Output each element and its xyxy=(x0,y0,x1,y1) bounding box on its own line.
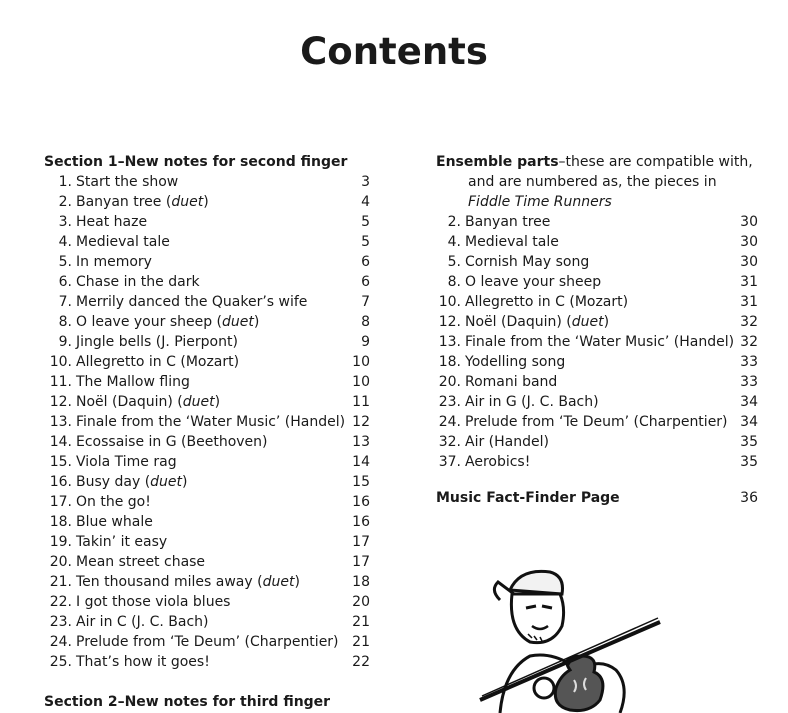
item-page: 31 xyxy=(740,274,758,290)
list-item[interactable] xyxy=(44,492,370,512)
item-title-duet: duet xyxy=(262,574,295,590)
item-title-text: Finale from the ‘Water Music’ (Handel) xyxy=(465,334,735,350)
item-number: 20. xyxy=(49,554,72,570)
item-page: 34 xyxy=(740,414,758,430)
section-1-list xyxy=(44,172,370,672)
ensemble-list xyxy=(436,212,758,472)
item-page: 7 xyxy=(361,294,370,310)
item-page: 4 xyxy=(361,194,370,210)
item-title-text: Romani band xyxy=(465,374,558,390)
item-page: 18 xyxy=(352,574,370,590)
item-title xyxy=(461,412,736,432)
item-title xyxy=(72,372,350,392)
item-title xyxy=(461,372,736,392)
item-title-text: Busy day ( xyxy=(76,474,151,490)
list-item[interactable] xyxy=(44,472,370,492)
list-item[interactable] xyxy=(44,332,370,352)
item-title-text: Chase in the dark xyxy=(76,274,200,290)
item-title-text: Mean street chase xyxy=(76,554,206,570)
item-page: 17 xyxy=(352,534,370,550)
item-title xyxy=(72,252,350,272)
list-item[interactable] xyxy=(436,232,758,252)
item-title xyxy=(72,332,350,352)
item-title xyxy=(72,512,350,532)
item-title-text: Allegretto in C (Mozart) xyxy=(465,294,629,310)
item-title-text: Medieval tale xyxy=(465,234,559,250)
item-number: 22. xyxy=(49,594,72,610)
item-number: 24. xyxy=(49,634,72,650)
item-page: 9 xyxy=(361,334,370,350)
item-number: 4. xyxy=(447,234,461,250)
item-number: 5. xyxy=(58,254,72,270)
item-title: Noël (Daquin) (duet) xyxy=(76,394,221,410)
item-title-text: O leave your sheep xyxy=(465,274,602,290)
list-item[interactable] xyxy=(436,412,758,432)
item-number: 8. xyxy=(58,314,72,330)
item-number: 20. xyxy=(438,374,461,390)
list-item[interactable] xyxy=(44,552,370,572)
item-title: Banyan tree (duet) xyxy=(76,194,209,210)
item-title-text: Banyan tree xyxy=(465,214,551,230)
item-page: 30 xyxy=(740,234,758,250)
item-number: 3. xyxy=(58,214,72,230)
item-number: 23. xyxy=(49,614,72,630)
item-page: 33 xyxy=(740,354,758,370)
item-page: 32 xyxy=(740,314,758,330)
ensemble-heading-rest: –these are compatible with, xyxy=(558,154,753,170)
item-title xyxy=(72,172,350,192)
fact-finder-page: 36 xyxy=(740,490,758,506)
section-1-column xyxy=(44,152,370,672)
ensemble-heading-bold: Ensemble parts xyxy=(436,154,559,170)
list-item[interactable] xyxy=(436,292,758,312)
item-number: 15. xyxy=(49,454,72,470)
item-number: 10. xyxy=(49,354,72,370)
item-page: 22 xyxy=(352,654,370,670)
list-item[interactable] xyxy=(44,232,370,252)
item-title xyxy=(461,352,736,372)
item-title-text: Cornish May song xyxy=(465,254,590,270)
item-title-text: Yodelling song xyxy=(465,354,566,370)
list-item[interactable] xyxy=(436,452,758,472)
item-title xyxy=(461,432,736,452)
item-title: Busy day (duet) xyxy=(76,474,188,490)
item-title xyxy=(72,592,350,612)
list-item[interactable] xyxy=(436,272,758,292)
ensemble-column xyxy=(436,152,758,508)
item-number: 21. xyxy=(49,574,72,590)
item-title xyxy=(72,212,350,232)
item-number: 4. xyxy=(58,234,72,250)
item-page: 16 xyxy=(352,514,370,530)
item-page: 6 xyxy=(361,274,370,290)
item-title xyxy=(72,412,350,432)
item-title-text: Ecossaise in G (Beethoven) xyxy=(76,434,268,450)
item-title xyxy=(72,632,350,652)
item-number: 9. xyxy=(58,334,72,350)
item-title xyxy=(461,232,736,252)
list-item[interactable] xyxy=(44,312,370,332)
item-page: 20 xyxy=(352,594,370,610)
list-item[interactable] xyxy=(44,632,370,652)
item-title xyxy=(72,272,350,292)
list-item[interactable] xyxy=(44,192,370,212)
item-number: 18. xyxy=(49,514,72,530)
item-title xyxy=(72,652,350,672)
item-number: 13. xyxy=(49,414,72,430)
item-title xyxy=(72,432,350,452)
item-number: 5. xyxy=(447,254,461,270)
item-title xyxy=(461,272,736,292)
item-page: 35 xyxy=(740,454,758,470)
ensemble-book-title: Fiddle Time Runners xyxy=(468,194,612,210)
item-number: 10. xyxy=(438,294,461,310)
item-page: 34 xyxy=(740,394,758,410)
list-item[interactable] xyxy=(44,432,370,452)
item-page: 3 xyxy=(361,174,370,190)
item-number: 2. xyxy=(58,194,72,210)
item-title: Noël (Daquin) (duet) xyxy=(465,314,610,330)
list-item[interactable] xyxy=(44,392,370,412)
item-page: 13 xyxy=(352,434,370,450)
fact-finder-label: Music Fact-Finder Page xyxy=(436,490,620,506)
item-title xyxy=(461,292,736,312)
item-number: 8. xyxy=(447,274,461,290)
list-item[interactable] xyxy=(44,252,370,272)
list-item[interactable] xyxy=(44,292,370,312)
list-item[interactable] xyxy=(44,452,370,472)
item-page: 6 xyxy=(361,254,370,270)
fact-finder-entry[interactable] xyxy=(436,488,758,508)
item-title-text: Banyan tree ( xyxy=(76,194,172,210)
list-item[interactable] xyxy=(44,352,370,372)
list-item[interactable] xyxy=(44,272,370,292)
item-page: 35 xyxy=(740,434,758,450)
item-title-text: Jingle bells (J. Pierpont) xyxy=(76,334,238,350)
list-item[interactable] xyxy=(44,372,370,392)
item-page: 5 xyxy=(361,234,370,250)
item-page: 30 xyxy=(740,254,758,270)
item-title xyxy=(461,332,736,352)
item-title-text: Finale from the ‘Water Music’ (Handel) xyxy=(76,414,346,430)
item-number: 7. xyxy=(58,294,72,310)
list-item[interactable] xyxy=(44,212,370,232)
item-page: 17 xyxy=(352,554,370,570)
item-title xyxy=(72,552,350,572)
item-title-duet: duet xyxy=(171,194,204,210)
item-page: 15 xyxy=(352,474,370,490)
item-title xyxy=(72,492,350,512)
item-page: 14 xyxy=(352,454,370,470)
item-title-text: On the go! xyxy=(76,494,151,510)
list-item[interactable] xyxy=(44,652,370,672)
item-title xyxy=(72,352,350,372)
item-title-text: Start the show xyxy=(76,174,179,190)
item-page: 12 xyxy=(352,414,370,430)
item-title: O leave your sheep (duet) xyxy=(76,314,260,330)
item-title-duet: duet xyxy=(222,314,254,330)
item-page: 21 xyxy=(352,614,370,630)
item-page: 11 xyxy=(352,394,370,410)
item-number: 16. xyxy=(49,474,72,490)
ensemble-heading xyxy=(436,152,758,172)
item-number: 17. xyxy=(49,494,72,510)
item-title xyxy=(72,232,350,252)
item-number: 24. xyxy=(438,414,461,430)
item-page: 30 xyxy=(740,214,758,230)
item-title-text: In memory xyxy=(76,254,152,270)
item-number: 37. xyxy=(438,454,461,470)
item-number: 2. xyxy=(447,214,461,230)
item-page: 33 xyxy=(740,374,758,390)
item-number: 1. xyxy=(58,174,72,190)
page-title: Contents xyxy=(300,30,488,73)
item-number: 13. xyxy=(438,334,461,350)
item-title-text: Blue whale xyxy=(76,514,153,530)
item-number: 25. xyxy=(49,654,72,670)
item-title-text: Takin’ it easy xyxy=(76,534,168,550)
list-item[interactable] xyxy=(436,392,758,412)
item-title-text: Viola Time rag xyxy=(76,454,177,470)
list-item[interactable] xyxy=(436,372,758,392)
item-title: Ten thousand miles away (duet) xyxy=(76,574,300,590)
list-item[interactable] xyxy=(436,352,758,372)
list-item[interactable] xyxy=(44,592,370,612)
item-title-text: Air in G (J. C. Bach) xyxy=(465,394,599,410)
item-page: 5 xyxy=(361,214,370,230)
violinist-illustration xyxy=(470,560,670,713)
item-title-text: Merrily danced the Quaker’s wife xyxy=(76,294,308,310)
item-title xyxy=(461,392,736,412)
item-title-text: Ten thousand miles away ( xyxy=(76,574,263,590)
list-item[interactable] xyxy=(436,332,758,352)
item-page: 31 xyxy=(740,294,758,310)
item-number: 12. xyxy=(49,394,72,410)
item-number: 19. xyxy=(49,534,72,550)
item-title xyxy=(72,452,350,472)
item-number: 18. xyxy=(438,354,461,370)
item-title-text: Allegretto in C (Mozart) xyxy=(76,354,240,370)
item-title-text: Medieval tale xyxy=(76,234,170,250)
item-title-text: Heat haze xyxy=(76,214,148,230)
item-title-text: O leave your sheep ( xyxy=(76,314,223,330)
list-item[interactable] xyxy=(44,412,370,432)
list-item[interactable] xyxy=(436,252,758,272)
list-item[interactable] xyxy=(44,532,370,552)
item-title-text: I got those viola blues xyxy=(76,594,231,610)
item-title-text: Air in C (J. C. Bach) xyxy=(76,614,209,630)
item-number: 14. xyxy=(49,434,72,450)
item-title xyxy=(461,212,736,232)
item-number: 23. xyxy=(438,394,461,410)
item-title xyxy=(461,252,736,272)
list-item[interactable] xyxy=(44,172,370,192)
list-item[interactable] xyxy=(44,572,370,592)
item-title-text: Air (Handel) xyxy=(465,434,549,450)
item-title-duet: duet xyxy=(571,314,604,330)
item-page: 21 xyxy=(352,634,370,650)
item-title-duet: duet xyxy=(150,474,183,490)
item-title-text: Noël (Daquin) ( xyxy=(76,394,183,410)
item-page: 32 xyxy=(740,334,758,350)
item-title-text: Prelude from ‘Te Deum’ (Charpentier) xyxy=(76,634,339,650)
item-title xyxy=(461,452,736,472)
list-item[interactable] xyxy=(436,212,758,232)
item-title-text: That’s how it goes! xyxy=(76,654,210,670)
item-page: 8 xyxy=(361,314,370,330)
item-page: 10 xyxy=(352,374,370,390)
list-item[interactable] xyxy=(436,432,758,452)
item-title xyxy=(72,292,350,312)
item-title xyxy=(72,532,350,552)
list-item[interactable] xyxy=(44,612,370,632)
section-1-heading: Section 1–New notes for second finger xyxy=(44,154,348,170)
item-title xyxy=(72,612,350,632)
section-2-heading: Section 2–New notes for third finger xyxy=(44,694,331,710)
item-number: 12. xyxy=(438,314,461,330)
item-number: 32. xyxy=(438,434,461,450)
item-title-text: The Mallow fling xyxy=(76,374,190,390)
item-title-text: Prelude from ‘Te Deum’ (Charpentier) xyxy=(465,414,728,430)
item-title-duet: duet xyxy=(182,394,215,410)
item-number: 11. xyxy=(49,374,72,390)
list-item[interactable] xyxy=(44,512,370,532)
item-page: 16 xyxy=(352,494,370,510)
item-number: 6. xyxy=(58,274,72,290)
item-page: 10 xyxy=(352,354,370,370)
item-title-text: Noël (Daquin) ( xyxy=(465,314,572,330)
item-title-text: Aerobics! xyxy=(465,454,531,470)
ensemble-note: and are numbered as, the pieces in xyxy=(468,174,717,190)
list-item[interactable] xyxy=(436,312,758,332)
